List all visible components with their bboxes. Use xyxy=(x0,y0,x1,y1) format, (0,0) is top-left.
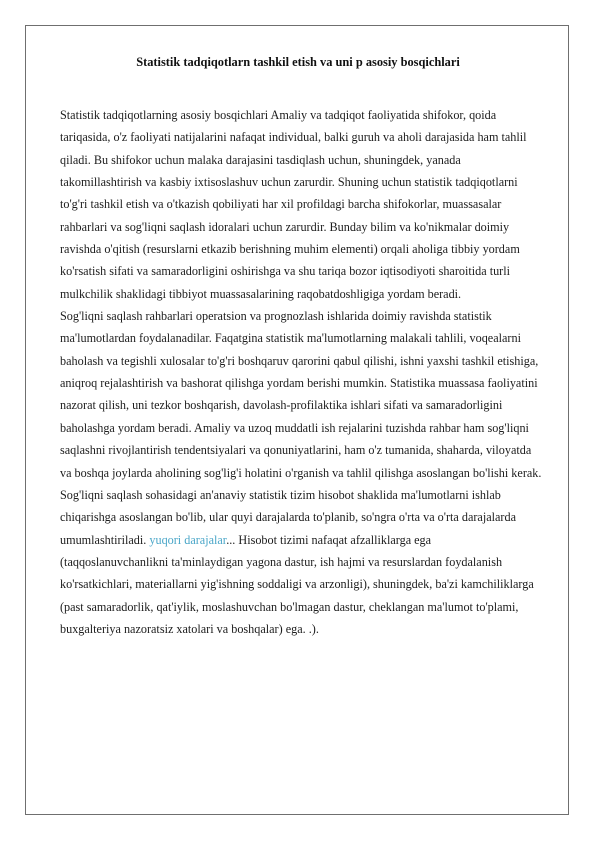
paragraph-3 xyxy=(60,484,542,640)
document-title: Statistik tadqiqotlarn tashkil etish va uni p asosiy bosqichlari xyxy=(136,55,460,69)
paragraph-1: Statistik tadqiqotlarning asosiy bosqichlari Amaliy va tadqiqot faoliyatida shifokor, qoida tariqasida, o'z faoliyati natijalarini nafaqat individual, balki guruh va aholi darajasida ham tahlil qiladi. Bu shifokor uchun malaka darajasini tasdiqlash uchun, shuningdek, yanada takomillashtirish va kasbiy ixtisoslashuv uchun zarurdir. Shuning uchun statistik tadqiqotlarni to'g'ri tashkil etish va o'tkazish qobiliyati har xil profildagi barcha shifokorlar, muassasalar rahbarlari va sog'liqni saqlash idoralari uchun zarurdir. Bunday bilim va ko'nikmalar doimiy ravishda o'qitish (resurslarni etkazib berishning muhim elementi) orqali aholiga tibbiy yordam ko'rsatish sifati va samaradorligini oshirishga va shu tariqa bozor iqtisodiyoti sharoitida turli mulkchilik shaklidagi tibbiyot muassasalarining raqobatdoshligiga yordam beradi. xyxy=(60,108,527,301)
paragraph-3-text-start: Sog'liqni saqlash sohasidagi an'anaviy statistik tizim hisobot shaklida ma'lumotlarni ishlab chiqarishga asoslangan bo'lib, ular quyi darajalarda to'planib, so'ngra o'rta va o'rta darajalarda umumlashtiriladi. xyxy=(60,487,516,547)
document-body xyxy=(60,104,542,640)
paragraph-3-text-end: ... Hisobot tizimi nafaqat afzalliklarga ega (taqqoslanuvchanlikni ta'minlaydigan yagona dastur, ish hajmi va resurslardan foydalanish ko'rsatkichlari, materiallarni yig'ishning soddaligi va arzonligi), shuningdek, ba'zi kamchiliklarga (past samaradorlik, qat'iylik, moslashuvchan bo'lmagan dastur, cheklangan ma'lumot to'plami, buxgalteriya nazoratsiz xatolari va boshqalar) ega. .). xyxy=(60,532,534,636)
paragraph-2: Sog'liqni saqlash rahbarlari operatsion va prognozlash ishlarida doimiy ravishda statistik ma'lumotlardan foydalanadilar. Faqatgina statistik ma'lumotlarning malakali tahlili, voqealarni baholash va tegishli xulosalar to'g'ri boshqaruv qarorini qabul qilishi, ishni yaxshi tashkil etishiga, aniqroq rejalashtirish va bashorat qilishga yordam berishi mumkin. Statistika muassasa faoliyatini nazorat qilish, uni tezkor boshqarish, davolash-profilaktika ishlari sifati va samaradorligini baholashga yordam beradi. Amaliy va uzoq muddatli ish rejalarini tuzishda rahbar ham sog'liqni saqlashni rivojlantirish tendentsiyalari va qonuniyatlarini, ham o'z tumanida, shaharda, viloyatda va boshqa joylarda aholining sog'lig'i holatini o'rganish va tahlil qilishga asoslangan bo'lishi kerak. xyxy=(60,309,542,480)
inline-link[interactable]: yuqori darajalar xyxy=(149,532,227,547)
